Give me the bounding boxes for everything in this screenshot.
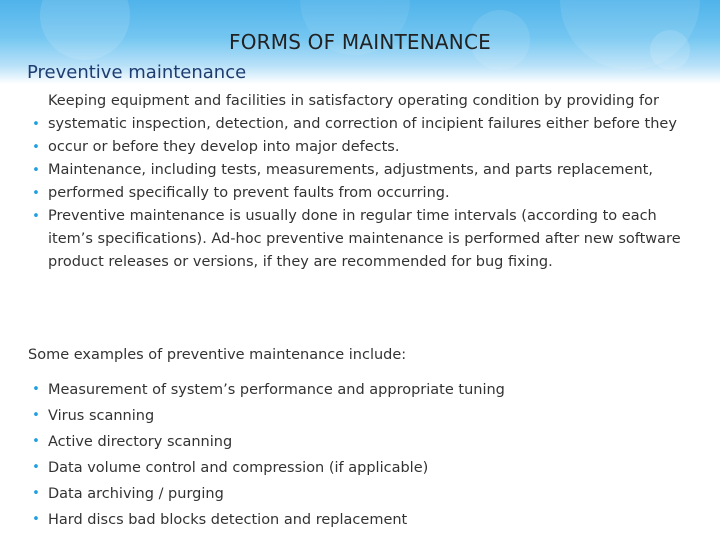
list-item-text: Data volume control and compression (if applicable) — [48, 460, 429, 476]
slide-title: FORMS OF MAINTENANCE — [229, 30, 491, 54]
definition-line-text: Preventive maintenance is usually done in regular time intervals (according to each item’s specifications). Ad-hoc preventive maintenance is performed after new software product releases or versions, if they are recommended for bug fixing. — [48, 208, 681, 270]
bullet-icon: • — [32, 117, 40, 132]
bullet-icon: • — [32, 186, 40, 201]
bullet-icon: • — [32, 408, 40, 423]
list-item — [28, 429, 700, 455]
section-heading: Preventive maintenance — [27, 62, 247, 83]
definition-line — [28, 205, 700, 274]
definition-line — [28, 182, 700, 205]
list-item — [28, 481, 700, 507]
examples-intro: Some examples of preventive maintenance include: — [28, 347, 407, 363]
bullet-icon: • — [32, 382, 40, 397]
bullet-icon: • — [32, 460, 40, 475]
definition-line — [28, 113, 700, 136]
bullet-icon: • — [32, 434, 40, 449]
list-item — [28, 403, 700, 429]
definition-line — [28, 90, 700, 113]
definition-line-text: systematic inspection, detection, and correction of incipient failures either before they — [48, 116, 677, 132]
definition-line-text: performed specifically to prevent faults from occurring. — [48, 185, 450, 201]
bullet-icon: • — [32, 163, 40, 178]
list-item — [28, 507, 700, 533]
list-item-text: Hard discs bad blocks detection and replacement — [48, 512, 408, 528]
list-item-text: Data archiving / purging — [48, 486, 224, 502]
list-item-text: Measurement of system’s performance and appropriate tuning — [48, 382, 505, 398]
definition-line — [28, 136, 700, 159]
list-item — [28, 377, 700, 403]
definition-line — [28, 159, 700, 182]
list-item-text: Virus scanning — [48, 408, 155, 424]
examples-list — [28, 377, 700, 533]
bullet-icon: • — [32, 140, 40, 155]
definition-line-text: Maintenance, including tests, measurements, adjustments, and parts replacement, — [48, 162, 653, 178]
list-item — [28, 455, 700, 481]
definition-line-text: Keeping equipment and facilities in satisfactory operating condition by providing for — [48, 93, 659, 109]
bullet-icon: • — [32, 209, 40, 224]
list-item-text: Active directory scanning — [48, 434, 233, 450]
bullet-icon: • — [32, 512, 40, 527]
bullet-icon: • — [32, 486, 40, 501]
definition-list — [28, 90, 700, 274]
definition-line-text: occur or before they develop into major defects. — [48, 139, 400, 155]
